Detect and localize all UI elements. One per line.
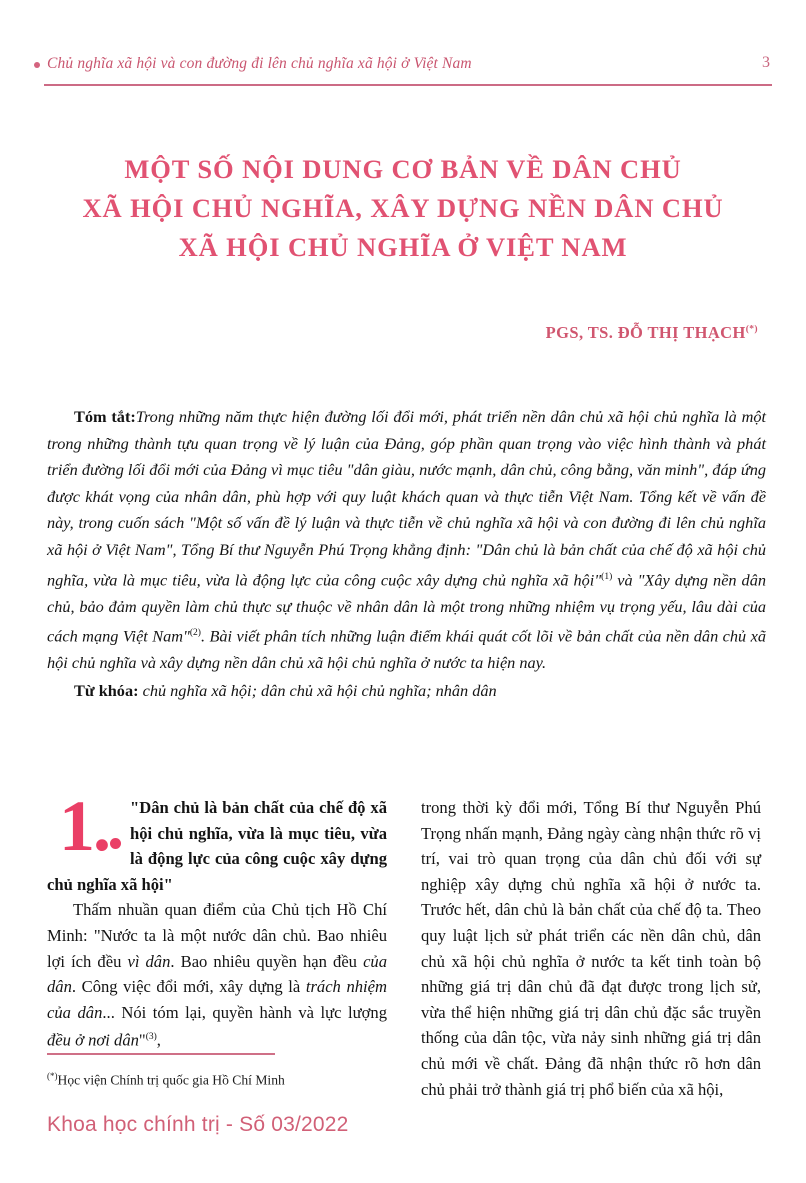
abstract-paragraph <box>47 404 766 677</box>
left-para-text-6: , <box>156 1030 161 1050</box>
footnote-entry <box>47 1067 387 1090</box>
dropcap-dot-icon <box>110 838 121 849</box>
author-footnote-marker: (*) <box>745 324 758 335</box>
abstract-text-1: Trong những năm thực hiện đường lối đổi mới, phát triển nền dân chủ xã hội chủ nghĩa là một trong những thành tựu quan trọng về lý luận của Đảng, góp phần quan trọng vào việc hình thành và phát triển đường lối đổi mới của Đảng vì mục tiêu "dân giàu, nước mạnh, dân chủ, công bằng, văn minh", đáp ứng được khát vọng của nhân dân, phù hợp với quy luật khách quan và thực tiễn Việt Nam. Tổng kết về vấn đề này, trong cuốn sách "Một số vấn đề lý luận và thực tiễn về chủ nghĩa xã hội và con đường đi lên chủ nghĩa xã hội ở Việt Nam", Tổng Bí thư Nguyễn Phú Trọng khẳng định: "Dân chủ là bản chất của chế độ xã hội chủ nghĩa, vừa là mục tiêu, vừa là động lực của công cuộc xây dựng chủ nghĩa xã hội" <box>47 407 766 589</box>
footnote-marker: (*) <box>47 1071 58 1081</box>
title-line-2: XÃ HỘI CHỦ NGHĨA, XÂY DỰNG NỀN DÂN CHỦ <box>82 193 724 223</box>
footer-journal-line: Khoa học chính trị - Số 03/2022 <box>47 1113 349 1136</box>
section-number-text: 1. <box>59 786 109 866</box>
footnote-separator-rule <box>47 1053 275 1055</box>
left-para-emphasis-4: đều ở nơi dân <box>47 1030 139 1050</box>
left-para-text-2: . Bao nhiêu quyền hạn đều <box>170 951 364 971</box>
right-column <box>421 795 761 1115</box>
section-number-dropcap <box>59 786 121 866</box>
page-number: 3 <box>762 54 770 71</box>
keywords-paragraph <box>47 678 766 705</box>
running-header <box>34 54 772 88</box>
left-para-emphasis-1: vì dân <box>127 951 171 971</box>
author-name <box>546 323 758 342</box>
abstract-section <box>47 404 766 704</box>
footnote-area <box>47 1053 387 1090</box>
abstract-label: Tóm tắt: <box>74 407 136 426</box>
right-column-paragraph: trong thời kỳ đổi mới, Tổng Bí thư Nguyễn Phú Trọng nhấn mạnh, Đảng ngày càng nhận thức rõ vị trí, vai trò quan trọng của dân chủ đối với sự nghiệp xây dựng chủ nghĩa xã hội ở nước ta. Trước hết, dân chủ là bản chất của chế độ ta. Theo quy luật lịch sử phát triển các nền dân chủ, dân chủ xã hội chủ nghĩa ở nước ta kết tinh toàn bộ những giá trị dân chủ đã đạt được trong lịch sử, vừa thể hiện những giá trị dân chủ đặc sắc truyền thống của dân tộc, vừa nảy sinh những giá trị dân chủ mới về chất. Đảng đã nhận thức rõ hơn dân chủ phải trở thành giá trị phổ biến của xã hội, <box>421 798 761 1099</box>
running-header-left <box>34 55 472 73</box>
abstract-text-2: và "Xây dựng nền dân chủ, bảo đảm quyền làm chủ thực sự thuộc về nhân dân là một trong những nhiệm vụ trọng yếu, lâu dài của cách mạng Việt Nam" <box>47 569 766 646</box>
footnote-text: Học viện Chính trị quốc gia Hồ Chí Minh <box>57 1072 285 1088</box>
running-title: Chủ nghĩa xã hội và con đường đi lên chủ nghĩa xã hội ở Việt Nam <box>47 55 472 72</box>
abstract-ref-2: (2) <box>189 628 201 639</box>
left-para-emphasis-2: của dân <box>47 951 388 997</box>
page-footer <box>47 1113 349 1137</box>
title-line-3: XÃ HỘI CHỦ NGHĨA Ở VIỆT NAM <box>178 232 628 262</box>
abstract-text-3: . Bài viết phân tích những luận điểm khái quát cốt lõi về bản chất của nền dân chủ xã hội chủ nghĩa và xây dựng nền dân chủ xã hội chủ nghĩa ở nước ta hiện nay. <box>47 626 766 673</box>
author-block <box>546 323 758 343</box>
left-para-text-1: Thấm nhuần quan điểm của Chủ tịch Hồ Chí Minh: "Nước ta là một nước dân chủ. Bao nhiêu lợi ích đều <box>47 900 387 971</box>
section-heading-text: "Dân chủ là bản chất của chế độ xã hội chủ nghĩa, vừa là mục tiêu, vừa là động lực của công cuộc xây dựng chủ nghĩa xã hội" <box>47 798 387 894</box>
left-para-text-3: . Công việc đổi mới, xây dựng là <box>71 977 306 997</box>
section-heading <box>47 786 387 897</box>
header-rule <box>44 84 772 86</box>
left-column-paragraph <box>47 897 387 1053</box>
left-para-text-4: ... Nói tóm lại, quyền hành và lực lượng <box>102 1002 387 1022</box>
article-title <box>60 150 746 267</box>
left-para-ref-3: (3) <box>145 1032 157 1043</box>
author-name-text: PGS, TS. ĐỖ THỊ THẠCH <box>545 323 746 342</box>
left-para-emphasis-3: trách nhiệm của dân <box>47 977 387 1022</box>
keywords-label: Từ khóa: <box>74 680 139 700</box>
dot-icon <box>34 62 40 68</box>
left-para-text-5: " <box>138 1030 146 1050</box>
keywords-text: chủ nghĩa xã hội; dân chủ xã hội chủ nghĩa; nhân dân <box>142 680 497 700</box>
abstract-ref-1: (1) <box>601 571 613 582</box>
title-line-1: MỘT SỐ NỘI DUNG CƠ BẢN VỀ DÂN CHỦ <box>124 154 682 184</box>
